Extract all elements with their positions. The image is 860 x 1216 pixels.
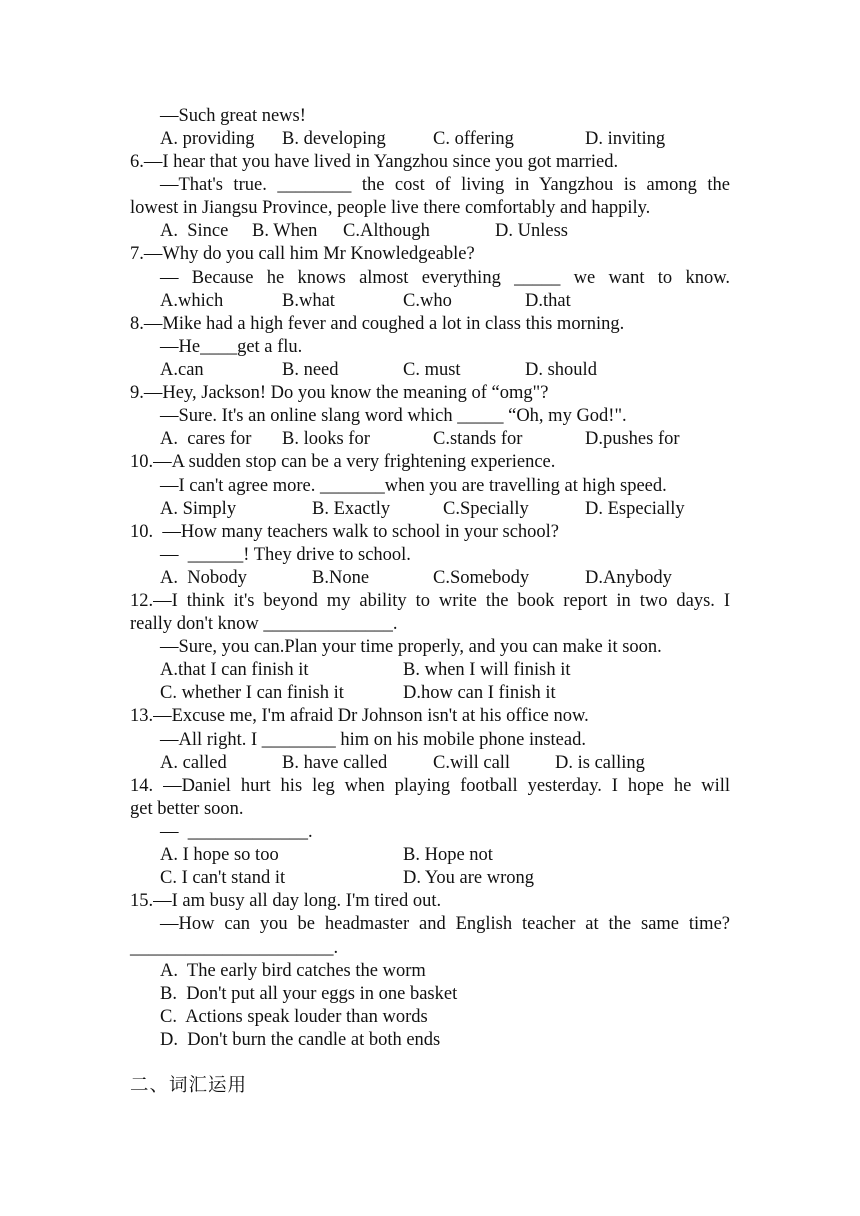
q15-question: 15.—I am busy all day long. I'm tired out. [130, 891, 442, 911]
q7-reply: — Because he knows almost everything _____ we want to know. [160, 268, 730, 288]
q10b-option-b: B.None [312, 568, 370, 588]
q13-option-c: C.will call [433, 753, 511, 773]
q5-option-d: D. inviting [585, 129, 666, 149]
q8-option-d: D. should [525, 360, 597, 380]
q10b-question: 10. —How many teachers walk to school in your school? [130, 522, 560, 542]
q15-option-c: C. Actions speak louder than words [160, 1007, 428, 1027]
q13-option-a: A. called [160, 753, 227, 773]
q10a-option-d: D. Especially [585, 499, 685, 519]
q7-question: 7.—Why do you call him Mr Knowledgeable? [130, 244, 475, 264]
q12-reply: —Sure, you can.Plan your time properly, and you can make it soon. [160, 637, 662, 657]
q14-reply: — _____________. [160, 822, 313, 842]
q13-reply: —All right. I ________ him on his mobile phone instead. [160, 730, 586, 750]
q13-option-d: D. is calling [555, 753, 645, 773]
q7-option-c: C.who [403, 291, 452, 311]
q5-reply: —Such great news! [160, 106, 306, 126]
q9-option-d: D.pushes for [585, 429, 680, 449]
q8-question: 8.—Mike had a high fever and coughed a lot in class this morning. [130, 314, 625, 334]
q10a-option-b: B. Exactly [312, 499, 391, 519]
q6-option-d: D. Unless [495, 221, 568, 241]
q5-option-c: C. offering [433, 129, 514, 149]
q8-option-b: B. need [282, 360, 339, 380]
q14-option-d: D. You are wrong [403, 868, 535, 888]
q15-reply-line1: —How can you be headmaster and English teacher at the same time? [160, 914, 730, 934]
q7-option-d: D.that [525, 291, 571, 311]
q9-option-c: C.stands for [433, 429, 523, 449]
q6-reply-line2: lowest in Jiangsu Province, people live there comfortably and happily. [130, 198, 651, 218]
q7-option-a: A.which [160, 291, 224, 311]
q10a-option-a: A. Simply [160, 499, 237, 519]
q12-option-c: C. whether I can finish it [160, 683, 344, 703]
q10a-question: 10.—A sudden stop can be a very frightening experience. [130, 452, 556, 472]
q5-option-a: A. providing [160, 129, 255, 149]
q9-question: 9.—Hey, Jackson! Do you know the meaning of “omg"? [130, 383, 549, 403]
q15-option-b: B. Don't put all your eggs in one basket [160, 984, 458, 1004]
q12-question-line2: really don't know ______________. [130, 614, 398, 634]
q14-option-a: A. I hope so too [160, 845, 279, 865]
q15-option-d: D. Don't burn the candle at both ends [160, 1030, 441, 1050]
q12-option-d: D.how can I finish it [403, 683, 556, 703]
q10b-option-a: A. Nobody [160, 568, 247, 588]
q7-option-b: B.what [282, 291, 335, 311]
q13-question: 13.—Excuse me, I'm afraid Dr Johnson isn't at his office now. [130, 706, 589, 726]
q15-option-a: A. The early bird catches the worm [160, 961, 426, 981]
q8-reply: —He____get a flu. [160, 337, 303, 357]
q14-option-b: B. Hope not [403, 845, 493, 865]
q12-option-a: A.that I can finish it [160, 660, 309, 680]
q9-option-b: B. looks for [282, 429, 370, 449]
q13-option-b: B. have called [282, 753, 388, 773]
q10b-option-d: D.Anybody [585, 568, 672, 588]
q12-question-line1: 12.—I think it's beyond my ability to write the book report in two days. I [130, 591, 730, 611]
section-heading: 二、词汇运用 [130, 1075, 248, 1096]
q6-reply-line1: —That's true. ________ the cost of living in Yangzhou is among the [160, 175, 730, 195]
q14-question-line2: get better soon. [130, 799, 244, 819]
q10a-option-c: C.Specially [443, 499, 529, 519]
q6-option-b: B. When [252, 221, 318, 241]
q9-reply: —Sure. It's an online slang word which _____ “Oh, my God!". [160, 406, 627, 426]
q10a-reply: —I can't agree more. _______when you are travelling at high speed. [160, 476, 667, 496]
q8-option-a: A.can [160, 360, 204, 380]
q14-option-c: C. I can't stand it [160, 868, 286, 888]
q14-question-line1: 14. —Daniel hurt his leg when playing football yesterday. I hope he will [130, 776, 730, 796]
q12-option-b: B. when I will finish it [403, 660, 571, 680]
q6-option-c: C.Although [343, 221, 430, 241]
q5-option-b: B. developing [282, 129, 386, 149]
q8-option-c: C. must [403, 360, 461, 380]
q6-question: 6.—I hear that you have lived in Yangzhou since you got married. [130, 152, 619, 172]
q15-reply-line2: ______________________. [130, 938, 339, 958]
q9-option-a: A. cares for [160, 429, 252, 449]
q6-option-a: A. Since [160, 221, 229, 241]
q10b-option-c: C.Somebody [433, 568, 530, 588]
q10b-reply: — ______! They drive to school. [160, 545, 411, 565]
